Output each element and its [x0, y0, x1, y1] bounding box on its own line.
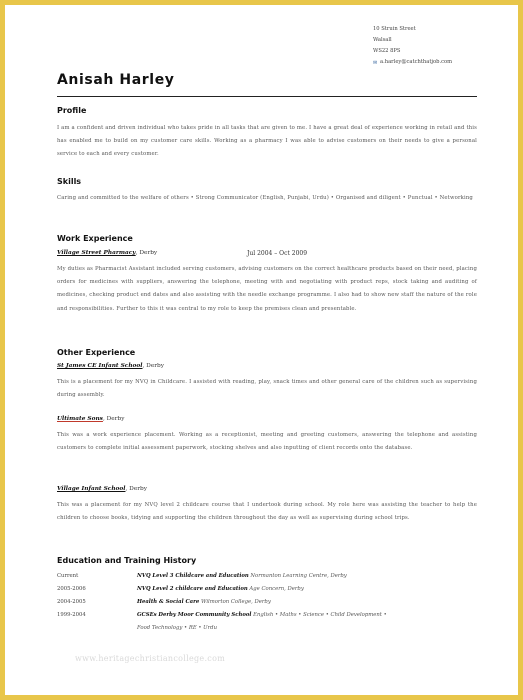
work-location: , Derby [135, 250, 158, 256]
cv-page [5, 5, 518, 695]
header-divider [57, 96, 477, 97]
education-qualification: NVQ Level 3 Childcare and Education [137, 573, 249, 579]
address-line-3: WS22 8PS [373, 48, 401, 54]
other-text-3: This was a placement for my NVQ level 2 childcare course that I undertook during school. My role here was assisting the teacher to help the children to choose books, tidying and supporting the children throughout the day as well as supervising during school trips. [57, 502, 477, 522]
education-place: Age Concern, Derby [247, 586, 304, 592]
work-org-line [57, 250, 477, 256]
skills-heading: Skills [57, 177, 82, 186]
address-line-2: Walsall [373, 37, 392, 43]
other-text-1: This is a placement for my NVQ in Childcare. I assisted with reading, play, snack times and other general care of the children such as supervising during assembly. [57, 379, 477, 399]
education-place: Normanton Learning Centre, Derby [248, 573, 347, 579]
education-year: Current [57, 573, 79, 579]
education-qualification: Health & Social Care [137, 599, 200, 605]
other-location-2: , Derby [102, 416, 125, 422]
education-qualification: NVQ Level 2 childcare and Education [137, 586, 248, 592]
work-dates: Jul 2004 – Oct 2009 [247, 250, 308, 257]
other-org-line-1 [57, 363, 164, 369]
education-qualification: GCSEs Derby Moor Community School [137, 612, 252, 618]
other-org-line-3 [57, 486, 147, 492]
work-org: Village Street Pharmacy [57, 250, 136, 256]
education-place: Wilmorton College, Derby [199, 599, 271, 605]
education-year: 2005-2006 [57, 586, 86, 592]
education-heading: Education and Training History [57, 556, 197, 565]
education-year: 1999-2004 [57, 612, 86, 618]
watermark-text: www.heritagechristiancollege.com [75, 654, 226, 663]
work-heading: Work Experience [57, 234, 133, 243]
contact-address [373, 24, 452, 68]
education-continuation: Food Technology • RE • Urdu [137, 625, 217, 631]
other-org-3: Village Infant School [57, 486, 126, 492]
skills-text: Caring and committed to the welfare of others • Strong Communicator (English, Punjabi, Urdu) • Organised and diligent • Punctual • Networking [57, 195, 473, 201]
other-location-3: , Derby [125, 486, 148, 492]
other-heading: Other Experience [57, 348, 136, 357]
profile-text: I am a confident and driven individual who takes pride in all tasks that are given to me. I have a great deal of experience working in retail and this has enabled me to build on my customer care skills. Working as a pharmacy I was able to advise customers on their needs to give a personal service to each and every customer. [57, 125, 477, 158]
address-line-1: 10 Struin Street [373, 26, 416, 32]
email-link[interactable]: a.harley@catchthatjob.com [380, 59, 453, 65]
other-org-2: Ultimate Sons [57, 416, 103, 422]
email-line [373, 57, 452, 68]
education-place: English • Maths • Science • Child Development • [251, 612, 387, 618]
envelope-icon: ✉ [373, 59, 378, 66]
profile-heading: Profile [57, 106, 87, 115]
other-location-1: , Derby [142, 363, 165, 369]
candidate-name: Anisah Harley [57, 72, 175, 88]
work-text: My duties as Pharmacist Assistant included serving customers, advising customers on the correct healthcare products based on their need, placing orders for medicines with suppliers, answering the telephone, meeting with and negotiating with product reps, stock taking and auditing of medicines, checking product end dates and also assisting with the needle exchange programme. I also had to show new staff the nature of the role and responsibilities. Further to this it was central to my role to keep the premises clean and presentable. [57, 266, 477, 312]
other-org-line-2 [57, 416, 124, 422]
other-text-2: This was a work experience placement. Working as a receptionist, meeting and greeting customers, answering the telephone and assisting customers to complete initial assessment paperwork, stocking shelves and also inputting of client records onto the database. [57, 432, 477, 452]
other-org-1: St James CE Infant School [57, 363, 143, 369]
education-year: 2004-2005 [57, 599, 86, 605]
